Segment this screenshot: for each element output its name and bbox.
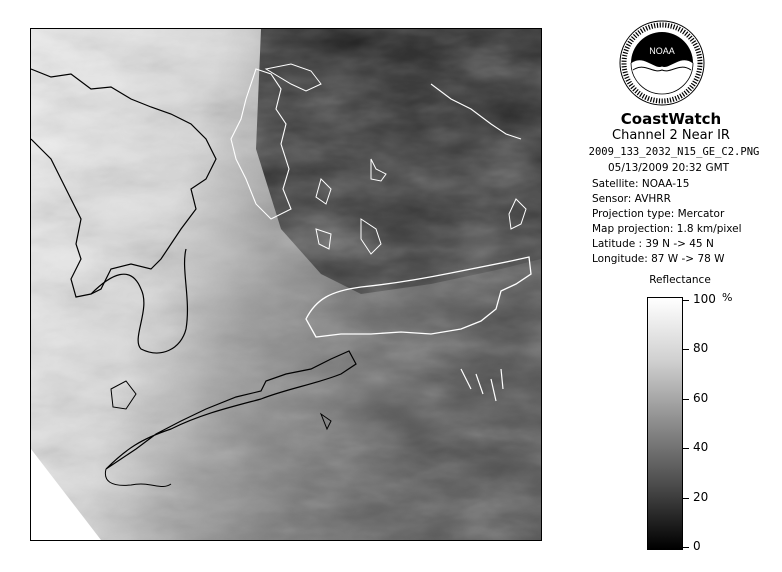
colorbar-tick-label: 40	[693, 440, 709, 455]
noaa-seagull-icon	[619, 20, 705, 106]
date-time: 05/13/2009 20:32 GMT	[608, 162, 730, 174]
satellite-image-svg	[31, 29, 541, 540]
latitude-range: Latitude : 39 N -> 45 N	[592, 238, 714, 250]
satellite-label: Satellite: NOAA-15	[592, 178, 690, 190]
sensor-label: Sensor: AVHRR	[592, 193, 671, 205]
colorbar-label: Reflectance	[649, 274, 711, 286]
colorbar-tick	[683, 349, 689, 350]
reflectance-colorbar	[647, 297, 683, 550]
longitude-range: Longitude: 87 W -> 78 W	[592, 253, 725, 265]
colorbar-tick	[683, 399, 689, 400]
colorbar-unit: %	[722, 291, 733, 304]
colorbar-tick	[683, 448, 689, 449]
projection-type: Projection type: Mercator	[592, 208, 725, 220]
map-projection: Map projection: 1.8 km/pixel	[592, 223, 742, 235]
colorbar-tick-label: 100	[693, 292, 716, 306]
colorbar-tick	[683, 300, 689, 301]
noaa-logo	[619, 20, 705, 106]
logo-text: NOAA	[649, 46, 675, 56]
colorbar-tick-label: 60	[693, 390, 709, 405]
colorbar-tick-label: 20	[693, 489, 709, 504]
colorbar-tick	[683, 547, 689, 548]
colorbar-tick	[683, 498, 689, 499]
colorbar-tick-label: 80	[693, 341, 709, 356]
file-name: 2009_133_2032_N15_GE_C2.PNG	[588, 146, 760, 158]
colorbar-tick-label: 0	[693, 539, 701, 553]
satellite-image-map	[30, 28, 542, 541]
product-title: CoastWatch	[620, 110, 722, 128]
channel-title: Channel 2 Near IR	[612, 128, 730, 143]
